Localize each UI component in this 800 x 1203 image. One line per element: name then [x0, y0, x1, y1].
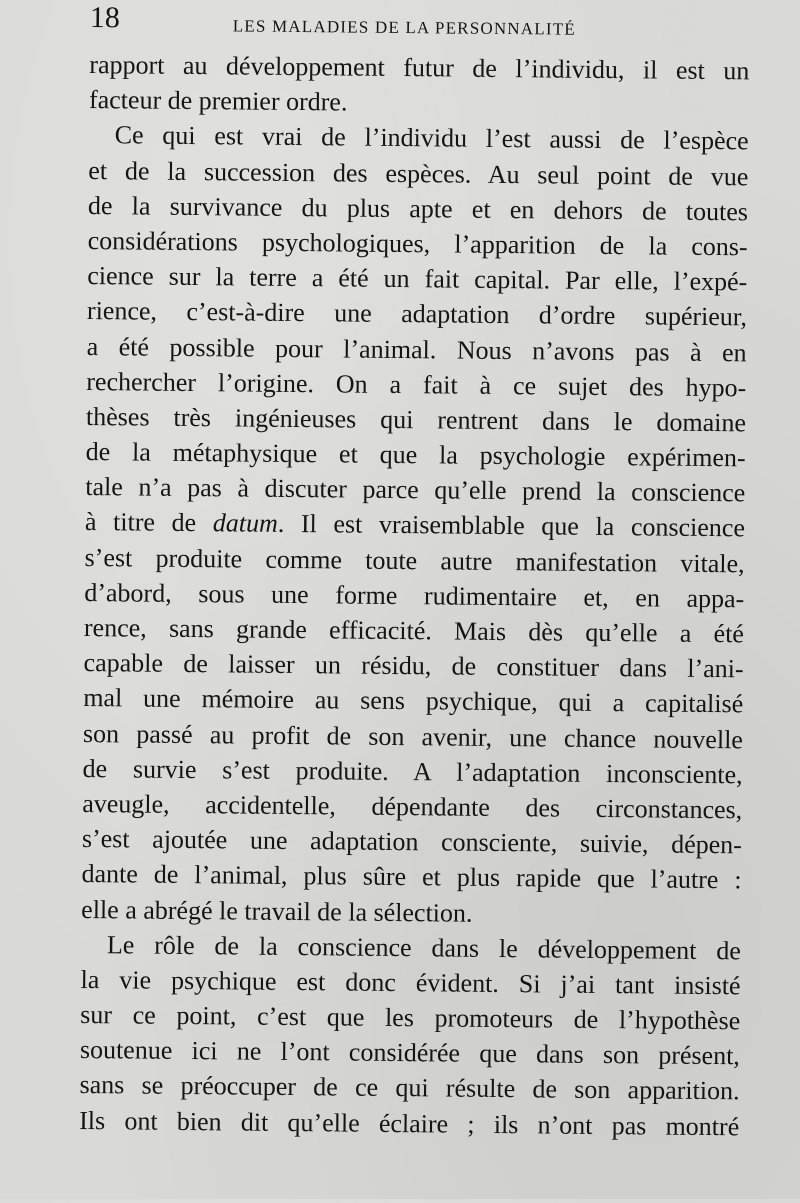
body-text	[79, 47, 749, 1144]
paragraph-start-line: Le rôle de la conscience dans le développement de	[106, 929, 742, 966]
text-line: sans se préoccuper de ce qui résulte de son apparition.	[79, 1070, 740, 1106]
text-line: s’est produite comme toute autre manifestation vitale,	[84, 542, 745, 578]
text-line: thèses très ingénieuses qui rentrent dans le domaine	[85, 401, 747, 438]
text-line: la vie psychique est donc évident. Si j’ai tant insisté	[80, 964, 741, 1001]
text-line: soutenue ici ne l’ont considérée que dans son présent,	[79, 1035, 741, 1071]
running-head: LES MALADIES DE LA PERSONNALITÉ	[232, 16, 577, 39]
text-line: de survie s’est produite. A l’adaptation inconsciente,	[82, 753, 743, 790]
text-line: rence, sans grande efficacité. Mais dès qu’elle a été	[83, 612, 745, 649]
text-line: considérations psychologiques, l’apparition de la cons-	[87, 225, 748, 262]
text-line: dante de l’animal, plus sûre et plus rapide que l’autre :	[81, 859, 742, 895]
text-line: sur ce point, c’est que les promoteurs de l’hypothèse	[80, 1000, 741, 1036]
text-line: et de la succession des espèces. Au seul point de vue	[88, 155, 749, 191]
text-line: d’abord, sous une forme rudimentaire et, en appa-	[84, 577, 745, 614]
text-line-with-italic	[85, 504, 745, 546]
text-line: de la métaphysique et que la psychologie expérimen-	[85, 437, 746, 473]
italic-term: datum	[212, 508, 278, 539]
page-header	[90, 1, 760, 47]
text-line: cience sur la terre a été un fait capital. Par elle, l’expé-	[87, 261, 748, 297]
text-line: mal une mémoire au sens psychique, qui a capitalisé	[83, 683, 744, 719]
text-line: aveugle, accidentelle, dépendante des circonstances,	[82, 788, 743, 825]
text-line: son passé au profit de son avenir, une chance nouvelle	[82, 718, 744, 754]
text-line: rapport au développement futur de l’individu, il est un	[89, 50, 750, 86]
paragraph-start-line: Ce qui est vrai de l’individu l’est aussi de l’espèce	[114, 120, 749, 156]
text-segment: . Il est vraisemblable que la conscience	[277, 509, 746, 543]
text-line: facteur de premier ordre.	[88, 85, 348, 117]
text-line: a été possible pour l’animal. Nous n’avons pas à en	[86, 331, 747, 367]
text-line: elle a abrégé le travail de la sélection.	[81, 894, 473, 928]
text-line: Ils ont bien dit qu’elle éclaire ; ils n’ont pas montré	[79, 1105, 740, 1141]
text-line: rience, c’est-à-dire une adaptation d’ordre supérieur,	[86, 296, 748, 332]
text-segment: à titre de	[84, 507, 213, 538]
text-line: s’est ajoutée une adaptation consciente, suivie, dépen-	[81, 824, 743, 860]
text-line: rechercher l’origine. On a fait à ce sujet des hypo-	[86, 366, 747, 403]
text-line: capable de laisser un résidu, de constituer dans l’ani-	[83, 648, 744, 684]
text-line: de la survivance du plus apte et en dehors de toutes	[87, 190, 749, 227]
text-line: tale n’a pas à discuter parce qu’elle prend la conscience	[85, 472, 746, 508]
page-number: 18	[89, 1, 120, 35]
